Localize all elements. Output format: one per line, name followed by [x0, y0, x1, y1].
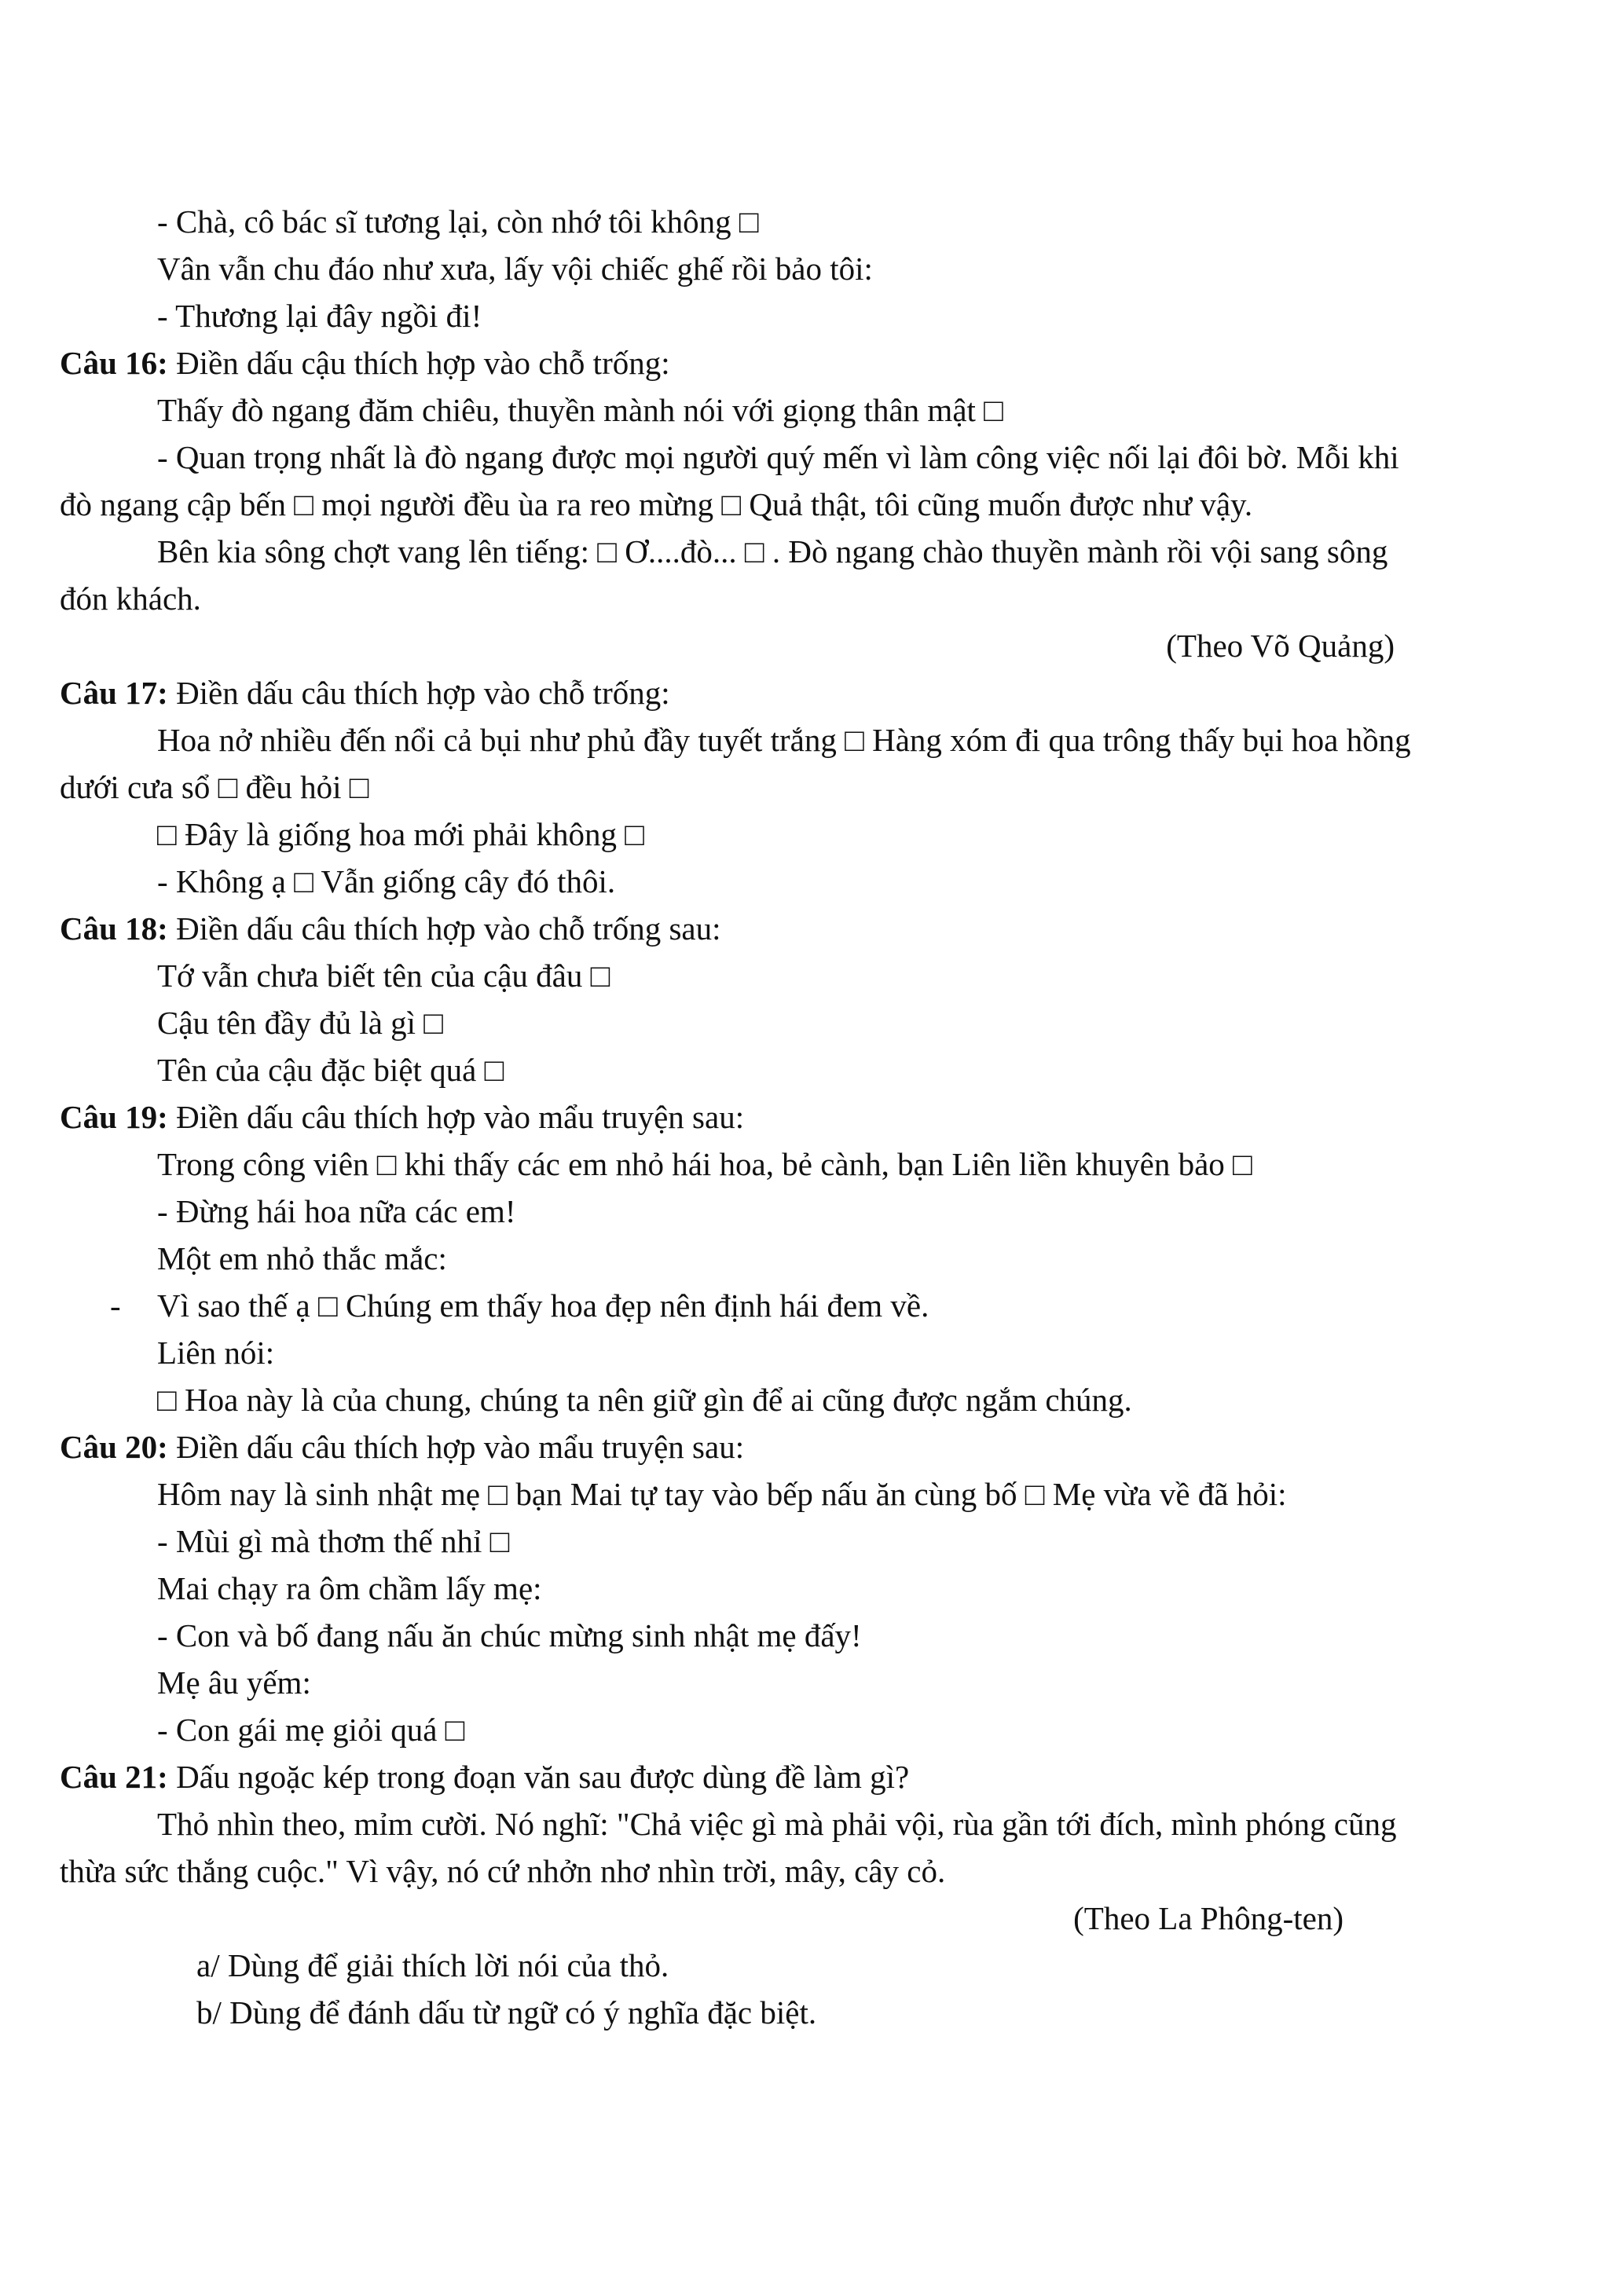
q16-line-3: đò ngang cập bến □ mọi người đều ùa ra reo mừng □ Quả thật, tôi cũng muốn được như vậy. [60, 486, 1253, 522]
q21-option-a: a/ Dùng để giải thích lời nói của thỏ. [196, 1947, 669, 1983]
q21-option-b: b/ Dùng để đánh dấu từ ngữ có ý nghĩa đặc biệt. [196, 1994, 817, 2031]
intro-line-3: - Thương lại đây ngồi đi! [157, 298, 482, 334]
q16-line-1: Thấy đò ngang đăm chiêu, thuyền mành nói với giọng thân mật □ [157, 392, 1003, 428]
q20-line-4: - Con và bố đang nấu ăn chúc mừng sinh nhật mẹ đấy! [157, 1617, 862, 1653]
q20-line-6: - Con gái mẹ giỏi quá □ [157, 1712, 465, 1748]
q16-source: (Theo Võ Quảng) [1166, 628, 1395, 664]
q17-line-4: - Không ạ □ Vẫn giống cây đó thôi. [157, 863, 616, 899]
q19-list-dash: - [110, 1287, 121, 1324]
q20-line-1: Hôm nay là sinh nhật mẹ □ bạn Mai tự tay vào bếp nấu ăn cùng bố □ Mẹ vừa về đã hỏi: [157, 1476, 1287, 1512]
q19-line-1: Trong công viên □ khi thấy các em nhỏ hái hoa, bẻ cành, bạn Liên liền khuyên bảo □ [157, 1146, 1252, 1182]
q16-line-4: Bên kia sông chợt vang lên tiếng: □ Ơ....đò... □ . Đò ngang chào thuyền mành rồi vội sang sông [157, 533, 1388, 569]
question-21-prompt: Dấu ngoặc kép trong đoạn văn sau được dùng đề làm gì? [167, 1759, 910, 1795]
question-19-heading [60, 1093, 744, 1141]
q19-line-6: □ Hoa này là của chung, chúng ta nên giữ gìn để ai cũng được ngắm chúng. [157, 1382, 1132, 1418]
intro-line-1: - Chà, cô bác sĩ tương lại, còn nhớ tôi không □ [157, 203, 759, 240]
q20-line-3: Mai chạy ra ôm chầm lấy mẹ: [157, 1570, 542, 1606]
question-16-prompt: Điền dấu cậu thích hợp vào chỗ trống: [167, 345, 670, 381]
q16-line-5: đón khách. [60, 580, 201, 617]
question-20-prompt: Điền dấu câu thích hợp vào mẩu truyện sau: [167, 1429, 745, 1465]
q21-source: (Theo La Phông-ten) [1073, 1900, 1344, 1936]
q17-line-3: □ Đây là giống hoa mới phải không □ [157, 816, 645, 852]
question-17-label: Câu 17: [60, 675, 168, 711]
question-18-heading [60, 905, 721, 952]
q21-line-1: Thỏ nhìn theo, mỉm cười. Nó nghĩ: "Chả việc gì mà phải vội, rùa gần tới đích, mình phóng cũng [157, 1806, 1397, 1842]
question-16-label: Câu 16: [60, 345, 168, 381]
question-18-prompt: Điền dấu câu thích hợp vào chỗ trống sau: [167, 910, 721, 947]
q19-line-4: Vì sao thế ạ □ Chúng em thấy hoa đẹp nên định hái đem về. [157, 1287, 929, 1324]
question-21-heading [60, 1753, 909, 1800]
q18-line-1: Tớ vẫn chưa biết tên của cậu đâu □ [157, 958, 610, 994]
question-17-prompt: Điền dấu câu thích hợp vào chỗ trống: [167, 675, 670, 711]
q20-line-5: Mẹ âu yếm: [157, 1664, 311, 1701]
q19-line-2: - Đừng hái hoa nữa các em! [157, 1193, 516, 1229]
q20-line-2: - Mùi gì mà thơm thế nhỉ □ [157, 1523, 510, 1559]
q18-line-3: Tên của cậu đặc biệt quá □ [157, 1052, 504, 1088]
q18-line-2: Cậu tên đầy đủ là gì □ [157, 1005, 444, 1041]
q17-line-1: Hoa nở nhiều đến nổi cả bụi như phủ đầy tuyết trắng □ Hàng xóm đi qua trông thấy bụi hoa hồng [157, 722, 1411, 758]
question-17-heading [60, 669, 670, 716]
question-16-heading [60, 339, 670, 386]
question-20-label: Câu 20: [60, 1429, 168, 1465]
question-19-prompt: Điền dấu câu thích hợp vào mẩu truyện sau: [167, 1099, 745, 1135]
q21-line-2: thừa sức thắng cuộc." Vì vậy, nó cứ nhởn nhơ nhìn trời, mây, cây cỏ. [60, 1853, 946, 1889]
question-19-label: Câu 19: [60, 1099, 168, 1135]
q19-line-5: Liên nói: [157, 1335, 275, 1371]
question-18-label: Câu 18: [60, 910, 168, 947]
question-21-label: Câu 21: [60, 1759, 168, 1795]
question-20-heading [60, 1423, 744, 1470]
q16-line-2: - Quan trọng nhất là đò ngang được mọi người quý mến vì làm công việc nối lại đôi bờ. Mỗi khi [157, 439, 1399, 475]
q17-line-2: dưới cưa sổ □ đều hỏi □ [60, 769, 369, 805]
intro-line-2: Vân vẫn chu đáo như xưa, lấy vội chiếc ghế rồi bảo tôi: [157, 251, 873, 287]
q19-line-3: Một em nhỏ thắc mắc: [157, 1240, 447, 1276]
